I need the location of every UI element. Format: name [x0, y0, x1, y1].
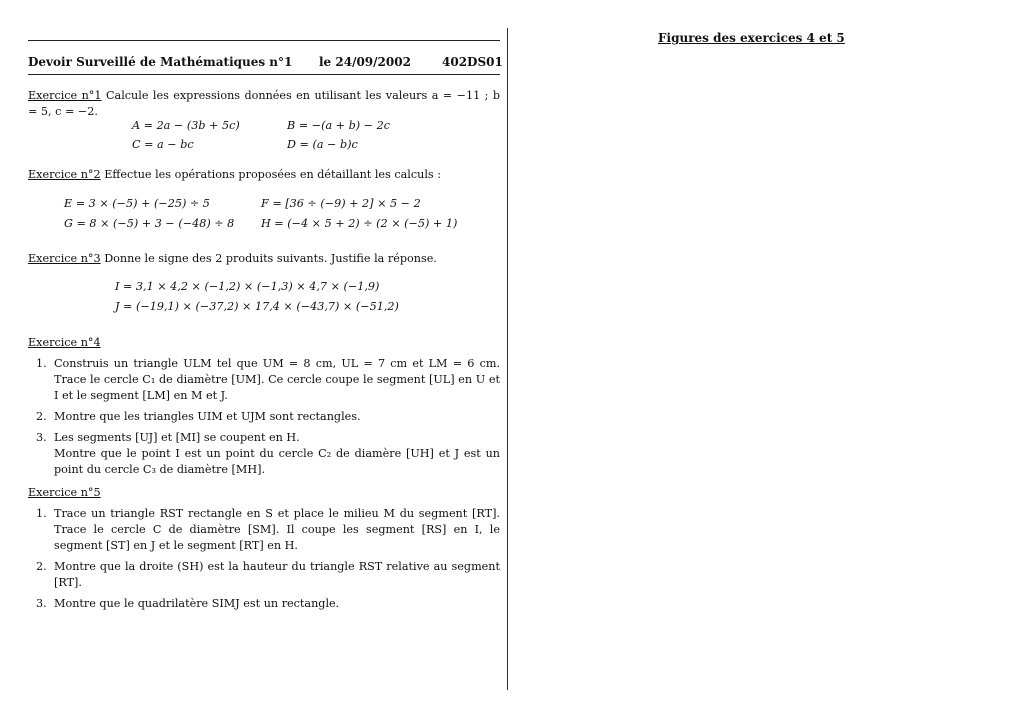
- item-number: 1.: [36, 357, 47, 370]
- header-bottom-rule: [28, 74, 500, 75]
- item-text: Trace un triangle RST rectangle en S et place le milieu M du segment [RT]. Trace le cercle C de diamètre [SM]. Il coupe les segment [RS] en I, le segment [ST] en J et le segment [RT] en H.: [54, 507, 500, 552]
- list-item: [28, 430, 500, 478]
- list-item: [28, 559, 500, 591]
- item-number: 3.: [36, 597, 47, 610]
- exercise-1-title: Exercice n°1: [28, 89, 102, 102]
- exercise-3-text: Donne le signe des 2 produits suivants. Justifie la réponse.: [100, 252, 437, 265]
- expression-i: I = 3,1 × 4,2 × (−1,2) × (−1,3) × 4,7 × (−1,9): [115, 280, 380, 293]
- expression-f: F = [36 ÷ (−9) + 2] × 5 − 2: [261, 197, 421, 210]
- header-date: le 24/09/2002: [319, 55, 411, 69]
- figures-title: Figures des exercices 4 et 5: [658, 31, 845, 45]
- list-item: [28, 356, 500, 404]
- item-text: Montre que la droite (SH) est la hauteur du triangle RST relative au segment [RT].: [54, 560, 500, 589]
- left-column: [28, 0, 503, 716]
- exercise-5-list: [28, 506, 500, 617]
- expression-d: D = (a − b)c: [287, 138, 358, 151]
- item-number: 2.: [36, 560, 47, 573]
- expression-b: B = −(a + b) − 2c: [287, 119, 390, 132]
- exercise-2-statement: [28, 167, 500, 183]
- item-number: 3.: [36, 431, 47, 444]
- list-item: [28, 596, 500, 612]
- item-text: Les segments [UJ] et [MI] se coupent en H.: [54, 431, 300, 444]
- exercise-4-list: [28, 356, 500, 483]
- item-text-continued: Montre que le point I est un point du cercle C₂ de diamère [UH] et J est un point du cercle C₃ de diamètre [MH].: [54, 447, 500, 476]
- exercise-1-text: Calcule les expressions données en utilisant les valeurs a = −11 ; b = 5, c = −2.: [28, 89, 500, 118]
- exercise-4-heading: [28, 335, 500, 351]
- list-item: [28, 506, 500, 554]
- item-number: 2.: [36, 410, 47, 423]
- header-top-rule: [28, 40, 500, 41]
- expression-c: C = a − bc: [132, 138, 194, 151]
- column-divider: [507, 28, 508, 690]
- exercise-1-statement: [28, 88, 500, 120]
- list-item: [28, 409, 500, 425]
- expression-g: G = 8 × (−5) + 3 − (−48) ÷ 8: [64, 217, 235, 230]
- header-code: 402DS01: [442, 55, 503, 69]
- exercise-2-text: Effectue les opérations proposées en détaillant les calculs :: [100, 168, 441, 181]
- exercise-5-heading: [28, 485, 500, 501]
- exercise-3-title: Exercice n°3: [28, 252, 101, 265]
- header-title: Devoir Surveillé de Mathématiques n°1: [28, 55, 293, 69]
- exercise-3-statement: [28, 251, 500, 267]
- item-number: 1.: [36, 507, 47, 520]
- expression-j: J = (−19,1) × (−37,2) × 17,4 × (−43,7) × (−51,2): [115, 300, 399, 313]
- item-text: Montre que le quadrilatère SIMJ est un rectangle.: [54, 597, 340, 610]
- item-text: Construis un triangle ULM tel que UM = 8 cm, UL = 7 cm et LM = 6 cm. Trace le cercle C₁ de diamètre [UM]. Ce cercle coupe le segment [UL] en U et I et le segment [LM] en M et J.: [54, 357, 500, 402]
- exercise-2-title: Exercice n°2: [28, 168, 101, 181]
- expression-e: E = 3 × (−5) + (−25) ÷ 5: [64, 197, 210, 210]
- expression-h: H = (−4 × 5 + 2) ÷ (2 × (−5) + 1): [261, 217, 458, 230]
- item-text: Montre que les triangles UIM et UJM sont rectangles.: [54, 410, 361, 423]
- exercise-4-title: Exercice n°4: [28, 336, 101, 349]
- expression-a: A = 2a − (3b + 5c): [132, 119, 240, 132]
- exercise-5-title: Exercice n°5: [28, 486, 101, 499]
